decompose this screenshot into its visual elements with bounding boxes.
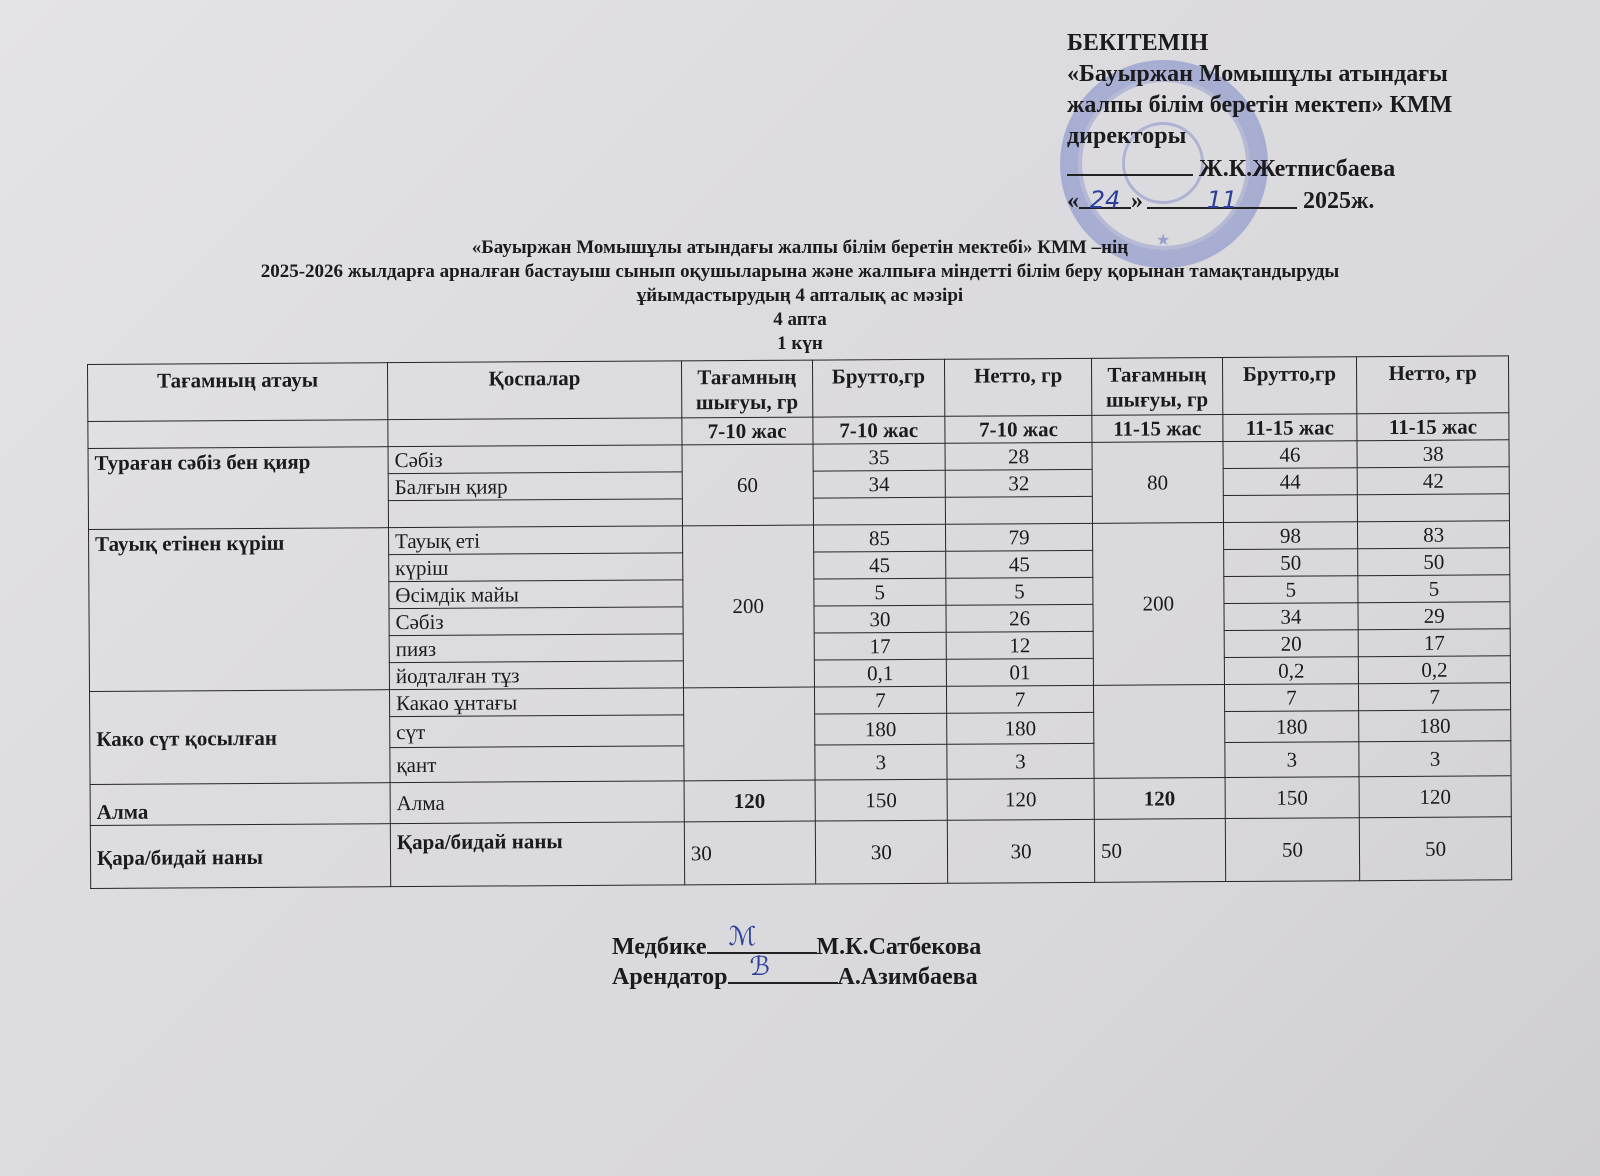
net-a: 5: [946, 577, 1093, 605]
header-net-a: Нетто, гр: [945, 358, 1092, 416]
ingredient-name: йодталған тұз: [389, 661, 683, 690]
net-b: 120: [1359, 776, 1511, 818]
nurse-label: Медбике: [612, 934, 707, 960]
age-gross-b: 11-15 жас: [1222, 414, 1357, 442]
dish-name: Како сүт қосылған: [90, 690, 391, 785]
gross-a: 3: [814, 744, 947, 780]
net-a: 79: [946, 523, 1093, 551]
ingredient-name: Сәбіз: [388, 445, 682, 474]
gross-a: 30: [815, 820, 948, 884]
approval-date-year: 2025ж.: [1303, 188, 1375, 214]
tenant-signature-row: [612, 952, 981, 992]
dish-yield-b: [1093, 685, 1224, 779]
nurse-signature-icon: ℳ: [728, 922, 757, 952]
nurse-signature-line: [707, 922, 817, 954]
gross-b: 0,2: [1224, 657, 1359, 685]
director-signature-line: [1067, 152, 1193, 176]
header-dish: Тағамның атауы: [88, 363, 388, 422]
net-b: 0,2: [1358, 656, 1510, 684]
net-b: [1358, 494, 1510, 522]
gross-b: 44: [1223, 468, 1358, 496]
tenant-label: Арендатор: [612, 964, 728, 990]
ingredient-name: Тауық еті: [388, 526, 682, 555]
gross-a: 7: [814, 686, 947, 714]
gross-b: 3: [1224, 742, 1359, 778]
gross-b: 50: [1223, 549, 1358, 577]
tenant-name: А.Азимбаева: [837, 964, 978, 990]
tenant-signature-icon: ℬ: [749, 952, 770, 982]
dish-yield-a: 30: [684, 821, 815, 885]
age-net-b: 11-15 жас: [1357, 413, 1509, 441]
age-empty-ingredients: [388, 418, 682, 447]
net-b: 42: [1357, 467, 1509, 495]
stamp-star-icon: ★: [1156, 230, 1171, 249]
ingredient-name: Қара/бидай наны: [390, 822, 684, 887]
document-title: [100, 236, 1500, 356]
gross-b: 46: [1223, 441, 1358, 469]
gross-a: 180: [814, 713, 947, 745]
net-b: 180: [1359, 710, 1511, 742]
dish-yield-a: 200: [682, 525, 814, 688]
signoff-block: [612, 922, 982, 992]
net-a: 3: [947, 743, 1094, 779]
net-a: [945, 496, 1092, 524]
dish-name: Қара/бидай наны: [90, 824, 390, 889]
age-empty-dish: [88, 420, 388, 449]
net-b: 29: [1358, 602, 1510, 630]
ingredient-name: қант: [390, 746, 684, 783]
gross-b: 20: [1224, 630, 1359, 658]
net-b: 83: [1358, 521, 1510, 549]
gross-b: 50: [1225, 818, 1360, 882]
nurse-name: М.К.Сатбекова: [816, 934, 982, 960]
dish-yield-b: 120: [1094, 778, 1225, 820]
net-a: 30: [947, 819, 1094, 883]
nurse-signature-row: [612, 922, 982, 962]
ingredient-name: Алма: [390, 781, 684, 824]
gross-a: 34: [813, 470, 946, 498]
gross-b: 98: [1223, 522, 1358, 550]
approval-date-day: 24: [1079, 185, 1131, 209]
net-a: 32: [945, 469, 1092, 497]
gross-b: 180: [1224, 711, 1359, 743]
net-b: 50: [1358, 548, 1510, 576]
approval-heading: БЕКІТЕМІН: [1067, 30, 1209, 56]
dish-yield-b: 80: [1092, 442, 1223, 524]
table-row: [90, 817, 1511, 889]
ingredient-name: пияз: [389, 634, 683, 663]
approval-signatory: Ж.К.Жетписбаева: [1199, 156, 1396, 182]
title-line-1: «Бауыржан Момышұлы атындағы жалпы білім беретін мектебі» КММ –нің: [471, 237, 1129, 258]
gross-b: 7: [1224, 684, 1359, 712]
dish-name: Алма: [90, 783, 390, 826]
gross-a: 85: [813, 524, 946, 552]
net-a: 180: [947, 712, 1094, 744]
gross-b: [1223, 495, 1358, 523]
ingredient-name: Балғын қияр: [388, 472, 682, 501]
age-yield-b: 11-15 жас: [1092, 415, 1223, 443]
net-a: 12: [946, 631, 1093, 659]
title-line-3: ұйымдастырудың 4 апталық ас мәзірі: [636, 285, 964, 306]
week-label: 4 апта: [773, 309, 827, 330]
approval-date-month: 11: [1147, 185, 1297, 209]
approval-org-line1: «Бауыржан Момышұлы атындағы: [1067, 61, 1448, 87]
approval-signature-row: [1067, 152, 1507, 185]
age-net-a: 7-10 жас: [945, 415, 1092, 443]
dish-name: Тауық етінен күріш: [89, 528, 390, 692]
age-gross-a: 7-10 жас: [812, 416, 945, 444]
net-a: 7: [947, 685, 1094, 713]
gross-b: 34: [1224, 603, 1359, 631]
approval-position: директоры: [1067, 123, 1187, 149]
gross-b: 150: [1225, 777, 1360, 819]
net-a: 26: [946, 604, 1093, 632]
day-label: 1 күн: [777, 333, 823, 354]
net-b: 5: [1358, 575, 1510, 603]
net-b: 38: [1357, 440, 1509, 468]
ingredient-name: Какао ұнтағы: [389, 688, 683, 717]
dish-yield-a: [683, 687, 814, 781]
gross-a: [813, 497, 946, 525]
approval-date-row: « 24 » 11 2025ж.: [1067, 186, 1375, 214]
header-ingredients: Қоспалар: [387, 361, 681, 420]
approval-block: [1067, 28, 1507, 217]
ingredient-name: күріш: [389, 553, 683, 582]
net-b: 17: [1358, 629, 1510, 657]
dish-yield-b: 50: [1094, 819, 1225, 883]
gross-a: 30: [814, 605, 947, 633]
dish-yield-a: 60: [682, 444, 813, 526]
gross-a: 0,1: [814, 659, 947, 687]
net-b: 7: [1359, 683, 1511, 711]
dish-yield-a: 120: [684, 780, 815, 822]
dish-yield-b: 200: [1092, 523, 1224, 686]
gross-b: 5: [1223, 576, 1358, 604]
gross-a: 5: [813, 578, 946, 606]
approval-org-line2: жалпы білім беретін мектеп» КММ: [1067, 92, 1453, 118]
header-gross-a: Брутто,гр: [812, 359, 945, 417]
gross-a: 150: [815, 779, 948, 821]
ingredient-name: сүт: [390, 715, 684, 748]
ingredient-name: Өсімдік майы: [389, 580, 683, 609]
net-a: 01: [946, 658, 1093, 686]
net-a: 28: [945, 442, 1092, 470]
ingredient-name: [388, 499, 682, 528]
header-gross-b: Брутто,гр: [1222, 357, 1357, 415]
net-a: 120: [947, 778, 1094, 820]
gross-a: 35: [813, 443, 946, 471]
net-b: 50: [1359, 817, 1511, 881]
header-row: [88, 356, 1509, 422]
net-b: 3: [1359, 741, 1511, 777]
header-yield-b: Тағамның шығуы, гр: [1091, 358, 1222, 416]
net-a: 45: [946, 550, 1093, 578]
header-net-b: Нетто, гр: [1357, 356, 1509, 414]
tenant-signature-line: [728, 952, 838, 984]
menu-table: [87, 355, 1512, 889]
ingredient-name: Сәбіз: [389, 607, 683, 636]
header-yield-a: Тағамның шығуы, гр: [681, 360, 812, 418]
title-line-2: 2025-2026 жылдарға арналған бастауыш сынып оқушыларына және жалпыға міндетті білім беру қорынан тамақтандыруды: [260, 261, 1340, 282]
age-yield-a: 7-10 жас: [682, 417, 813, 445]
dish-name: Тураған сәбіз бен қияр: [88, 447, 388, 530]
gross-a: 17: [814, 632, 947, 660]
gross-a: 45: [813, 551, 946, 579]
